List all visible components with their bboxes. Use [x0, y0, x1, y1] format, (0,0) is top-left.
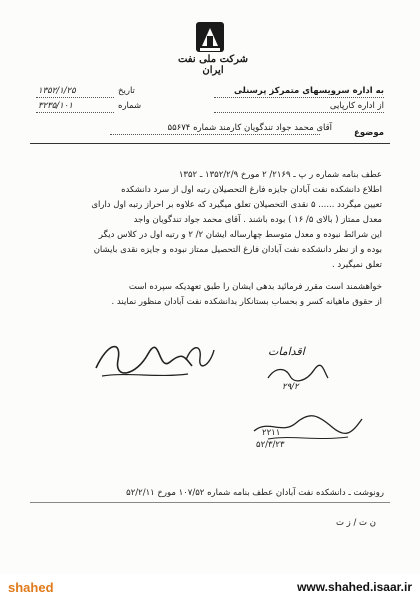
recipient-line: به اداره سرویسهای متمرکز پرسنلی	[234, 86, 384, 96]
company-name: شرکت ملی نفت ایران	[177, 54, 249, 76]
stamp-date: ۵۲/۳/۲۳	[256, 440, 285, 450]
body-line: تعیین میگردد ...... ۵ نقدی التحصیلان تعلق میگیرد که علاوه بر احراز رتبه اول دارای	[91, 200, 382, 210]
subject-dotted-line	[110, 134, 320, 135]
initial-mark	[180, 336, 220, 372]
sender-dotted-line	[214, 112, 384, 113]
body-line: این شرائط نبوده و معدل متوسط چهارساله ایشان ۲/ ۲ و رتبه اول در کلاس دیگر	[98, 230, 382, 240]
body-line: بوده و از نظر دانشکده نفت آبادان فارغ التحصیل ممتاز نبوده و جایزه نقدی بایشان	[93, 245, 382, 255]
cc-line: رونوشت ـ دانشکده نفت آبادان عطف بنامه شماره ۱۰۷/۵۲ مورخ ۵۲/۲/۱۱	[126, 488, 384, 498]
watermark-left: shahed	[8, 580, 54, 595]
closing-line: از حقوق ماهیانه کسر و بحساب بستانکار بدانشکده نفت آبادان منظور نمایند .	[111, 297, 382, 307]
watermark-url: www.shahed.isaar.ir	[297, 580, 412, 594]
body-line: اطلاع دانشکده نفت آبادان جایزه فارغ التحصیلان رتبه اول از سرد دانشکده	[121, 185, 382, 195]
subject-label: موضوع	[354, 128, 384, 138]
body-line: تعلق نمیگیرد .	[331, 260, 382, 270]
typist-initials: ن ت / ز ت	[335, 518, 376, 528]
subject-value: آقای محمد جواد تندگویان کارمند شماره ۵۵۶۷۴	[167, 123, 332, 133]
handwritten-note: اقدامات	[268, 345, 305, 358]
number-label: شماره	[118, 101, 142, 111]
closing-line: خواهشمند است مقرر فرمائید بدهی ایشان را طبق تعهدیکه سپرده است	[128, 282, 382, 292]
sender-line: از اداره کارپایی	[329, 101, 384, 111]
stamp-handwriting	[248, 405, 368, 445]
date-label: تاریخ	[118, 86, 135, 96]
body-line: عطف بنامه شماره ر پ ـ ۲۱۶۹/ ۲ مورخ ۱۳۵۲/۲/۹ ـ ۱۳۵۲	[178, 170, 382, 180]
stamp-number: ۲۲۱۱	[262, 428, 281, 438]
cc-rule	[30, 502, 390, 503]
handwritten-date: ۲۹/۲	[282, 382, 299, 392]
number-dotted-line	[36, 112, 114, 113]
body-line: معدل ممتاز ( بالای ۵/ ۱۶ ) بوده باشند . آقای محمد جواد تندگویان واجد	[133, 215, 382, 225]
number-value: ۳۲۳۵/۱۰۱	[38, 101, 73, 111]
date-value: ۱۳۵۲/۱/۲۵	[38, 86, 76, 96]
header-rule	[30, 143, 390, 144]
date-dotted-line	[36, 97, 114, 98]
recipient-dotted-line	[214, 97, 384, 98]
